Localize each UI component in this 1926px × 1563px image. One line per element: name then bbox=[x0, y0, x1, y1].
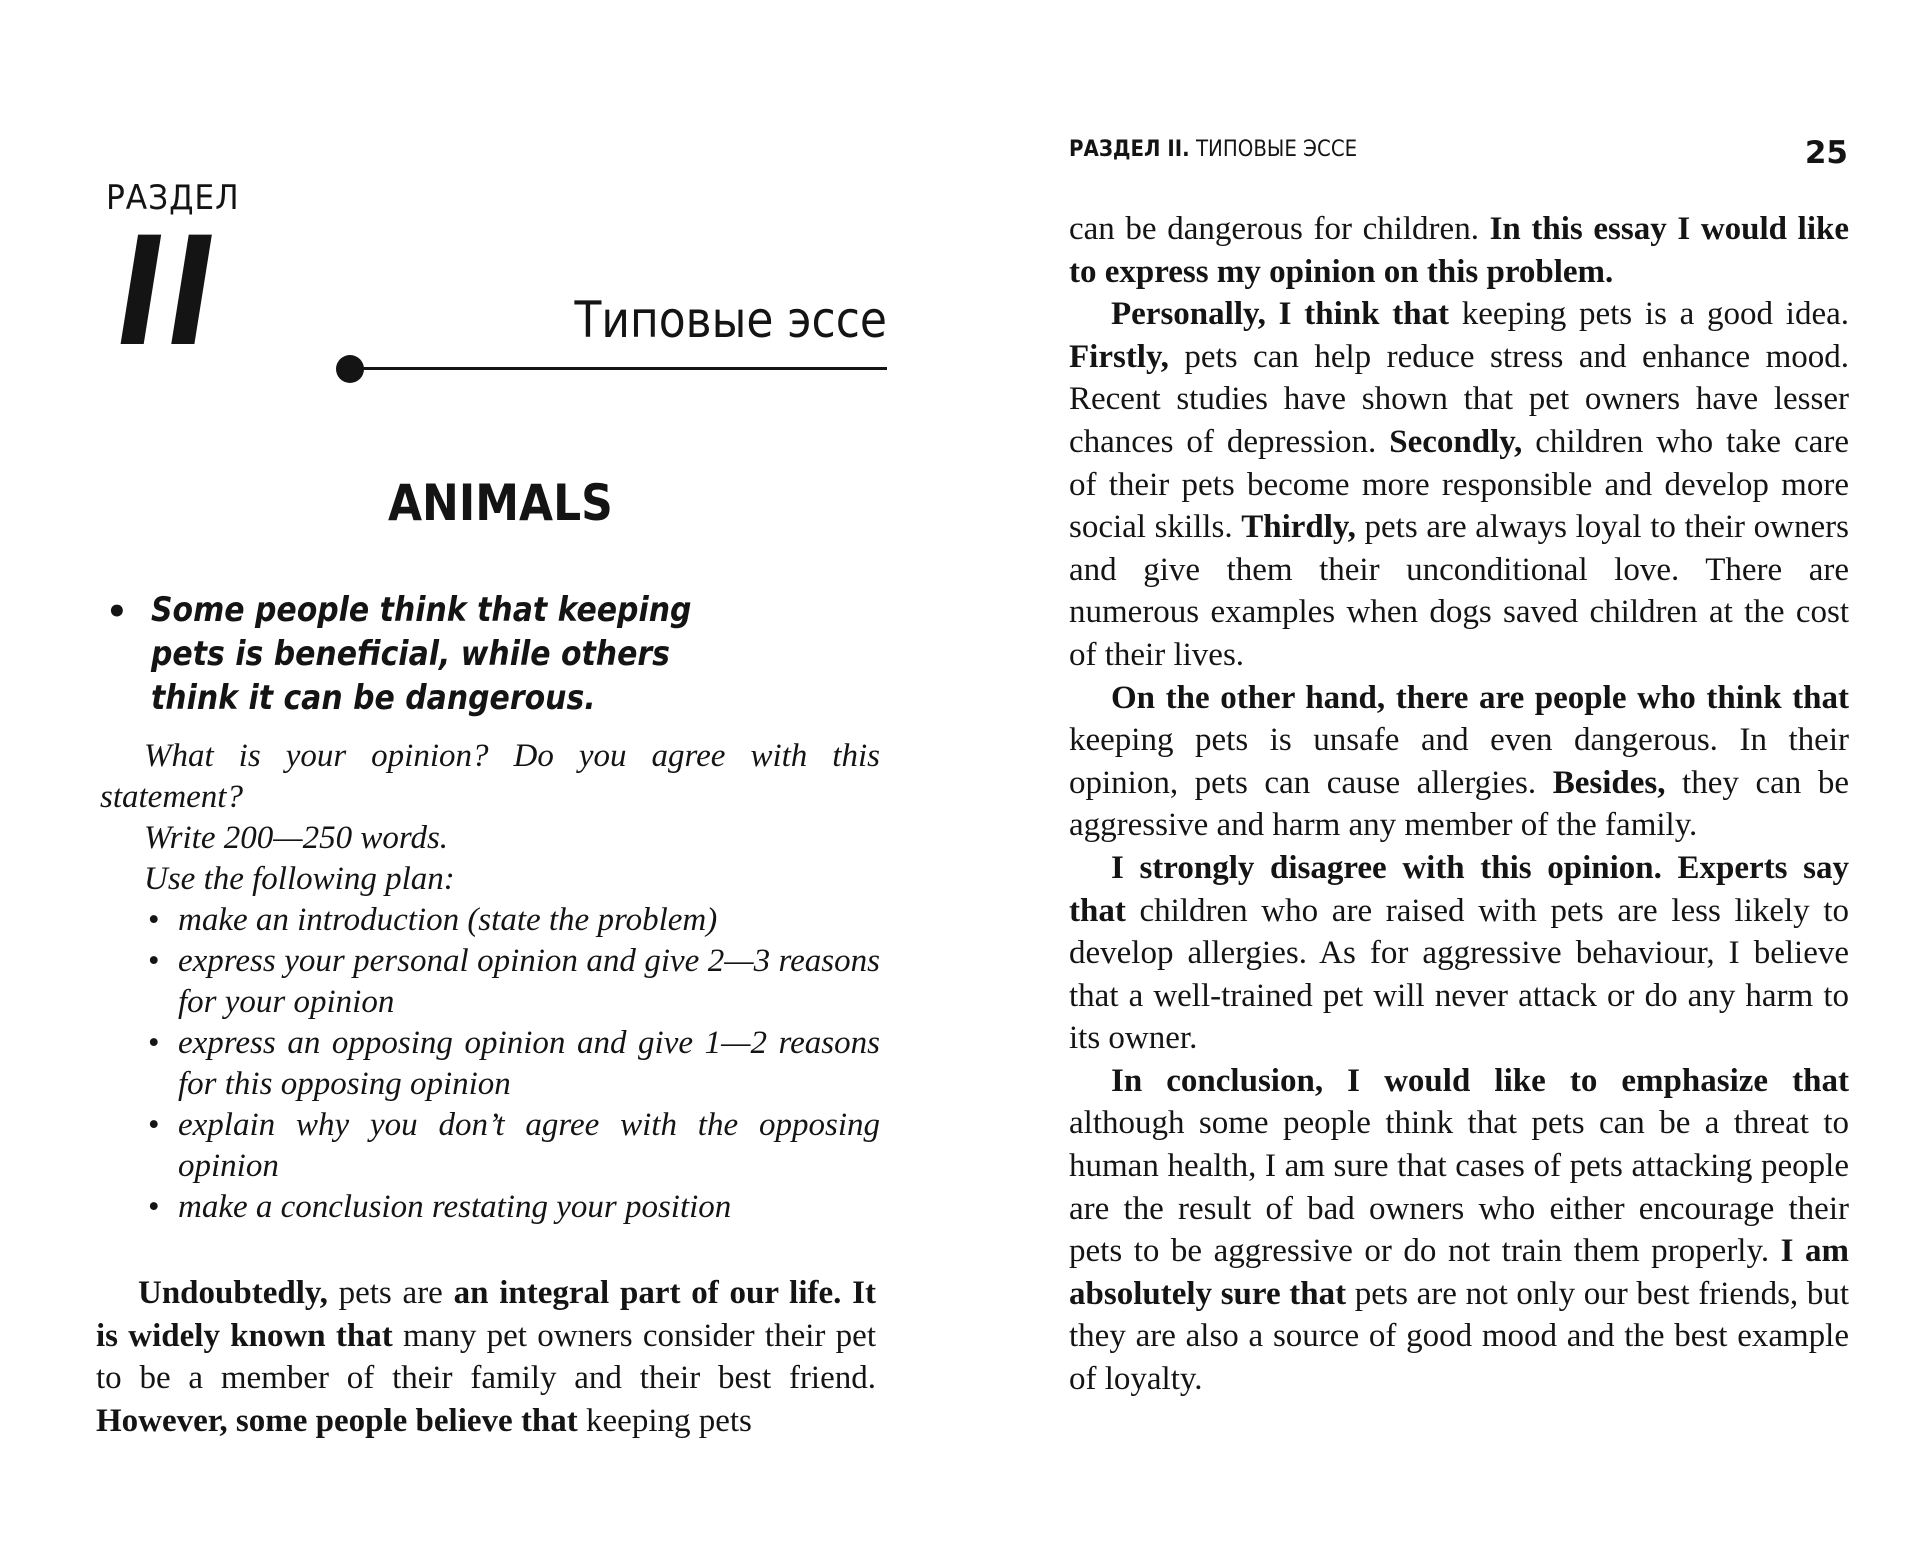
essay-body bbox=[1069, 208, 1849, 1401]
instruction-plan-intro: Use the following plan: bbox=[144, 861, 455, 897]
essay-text: children who take care of their pets become more responsible and develop more social skills. bbox=[1069, 423, 1849, 546]
essay-paragraph bbox=[1069, 1060, 1849, 1401]
essay-text: pets can help reduce stress and enhance mood. Recent studies have shown that pet owners have lesser chances of depression. bbox=[1069, 338, 1849, 460]
plan-item: • explain why you don’t agree with the opposing opinion bbox=[178, 1105, 880, 1187]
running-header-title: ТИПОВЫЕ ЭССЕ bbox=[1189, 137, 1358, 162]
section-title: Типовые эссе bbox=[574, 291, 887, 349]
essay-text: keeping pets is unsafe and even dangerous. In their opinion, pets can cause allergies. bbox=[1069, 722, 1849, 801]
running-header-section: РАЗДЕЛ II. bbox=[1069, 137, 1190, 162]
plan-list bbox=[100, 900, 880, 1228]
plan-item: • make an introduction (state the problem) bbox=[178, 900, 880, 941]
essay-text: keeping pets bbox=[577, 1402, 752, 1439]
plan-item: • make a conclusion restating your position bbox=[178, 1187, 880, 1228]
essay-phrase-bold: However, some people believe that bbox=[96, 1402, 578, 1439]
running-header bbox=[1069, 137, 1357, 162]
essay-text: pets are always loyal to their owners and give them their unconditional love. There are numerous examples when dogs saved children at the cost of their lives. bbox=[1069, 509, 1849, 673]
plan-item: • express an opposing opinion and give 1—2 reasons for this opposing opinion bbox=[178, 1023, 880, 1105]
essay-phrase-bold: In this essay I would like to express my opinion on this problem. bbox=[1069, 211, 1849, 290]
essay-phrase-bold: Thirdly, bbox=[1241, 509, 1356, 546]
essay-paragraph bbox=[1069, 208, 1849, 293]
instruction-question: What is your opinion? Do you agree with this statement? bbox=[100, 738, 880, 815]
essay-text: many pet owners consider their pet to be a member of their family and their best friend. bbox=[96, 1317, 876, 1396]
title-rule bbox=[352, 367, 887, 370]
section-number: II bbox=[118, 206, 220, 380]
task-statement: Some people think that keeping pets is beneficial, while others think it can be dangerous. bbox=[151, 590, 692, 718]
task-instructions bbox=[100, 736, 880, 1228]
essay-text: they can be aggressive and harm any member of the family. bbox=[1069, 764, 1849, 844]
essay-paragraph bbox=[1069, 293, 1849, 676]
essay-phrase-bold: Firstly, bbox=[1069, 338, 1169, 375]
essay-phrase-bold: Secondly, bbox=[1389, 423, 1523, 460]
essay-text: children who are raised with pets are less likely to develop allergies. As for aggressive behaviour, I believe that a well-trained pet will never attack or do any harm to its owner. bbox=[1069, 892, 1849, 1057]
essay-phrase-bold: Besides, bbox=[1552, 764, 1666, 801]
section-label: РАЗДЕЛ bbox=[106, 178, 240, 218]
essay-text: pets are bbox=[327, 1275, 454, 1311]
essay-phrase-bold: I strongly disagree with this opinion. Experts say that bbox=[1069, 849, 1849, 929]
task-bullet: • bbox=[106, 592, 128, 632]
plan-item: • express your personal opinion and give 2—3 reasons for your opinion bbox=[178, 941, 880, 1023]
essay-paragraph bbox=[1069, 677, 1849, 847]
page-number: 25 bbox=[1804, 135, 1848, 171]
essay-phrase-bold: Personally, I think that bbox=[1111, 296, 1450, 333]
essay-paragraph bbox=[1069, 847, 1849, 1060]
essay-phrase-bold: In conclusion, I would like to emphasize that bbox=[1111, 1062, 1849, 1099]
essay-text: pets are not only our best friends, but they are also a source of good mood and the best example of loyalty. bbox=[1069, 1275, 1850, 1398]
essay-phrase-bold: On the other hand, there are people who think that bbox=[1111, 679, 1849, 716]
essay-text: can be dangerous for children. bbox=[1069, 211, 1490, 247]
essay-text: although some people think that pets can be a threat to human health, I am sure that cases of pets attacking people are the result of bad owners who either encourage their pets to be aggressive or do not train them properly. bbox=[1069, 1105, 1849, 1270]
essay-phrase-bold: an integral part of our life. It is widely known that bbox=[96, 1275, 876, 1354]
essay-text: keeping pets is a good idea. bbox=[1449, 296, 1849, 333]
instruction-word-limit: Write 200—250 words. bbox=[144, 820, 449, 856]
right-page bbox=[963, 0, 1926, 1563]
topic-heading: ANIMALS bbox=[388, 474, 613, 532]
essay-introduction bbox=[96, 1272, 876, 1442]
essay-phrase-bold: Undoubtedly, bbox=[138, 1275, 328, 1311]
essay-phrase-bold: I am absolutely sure that bbox=[1069, 1233, 1849, 1312]
